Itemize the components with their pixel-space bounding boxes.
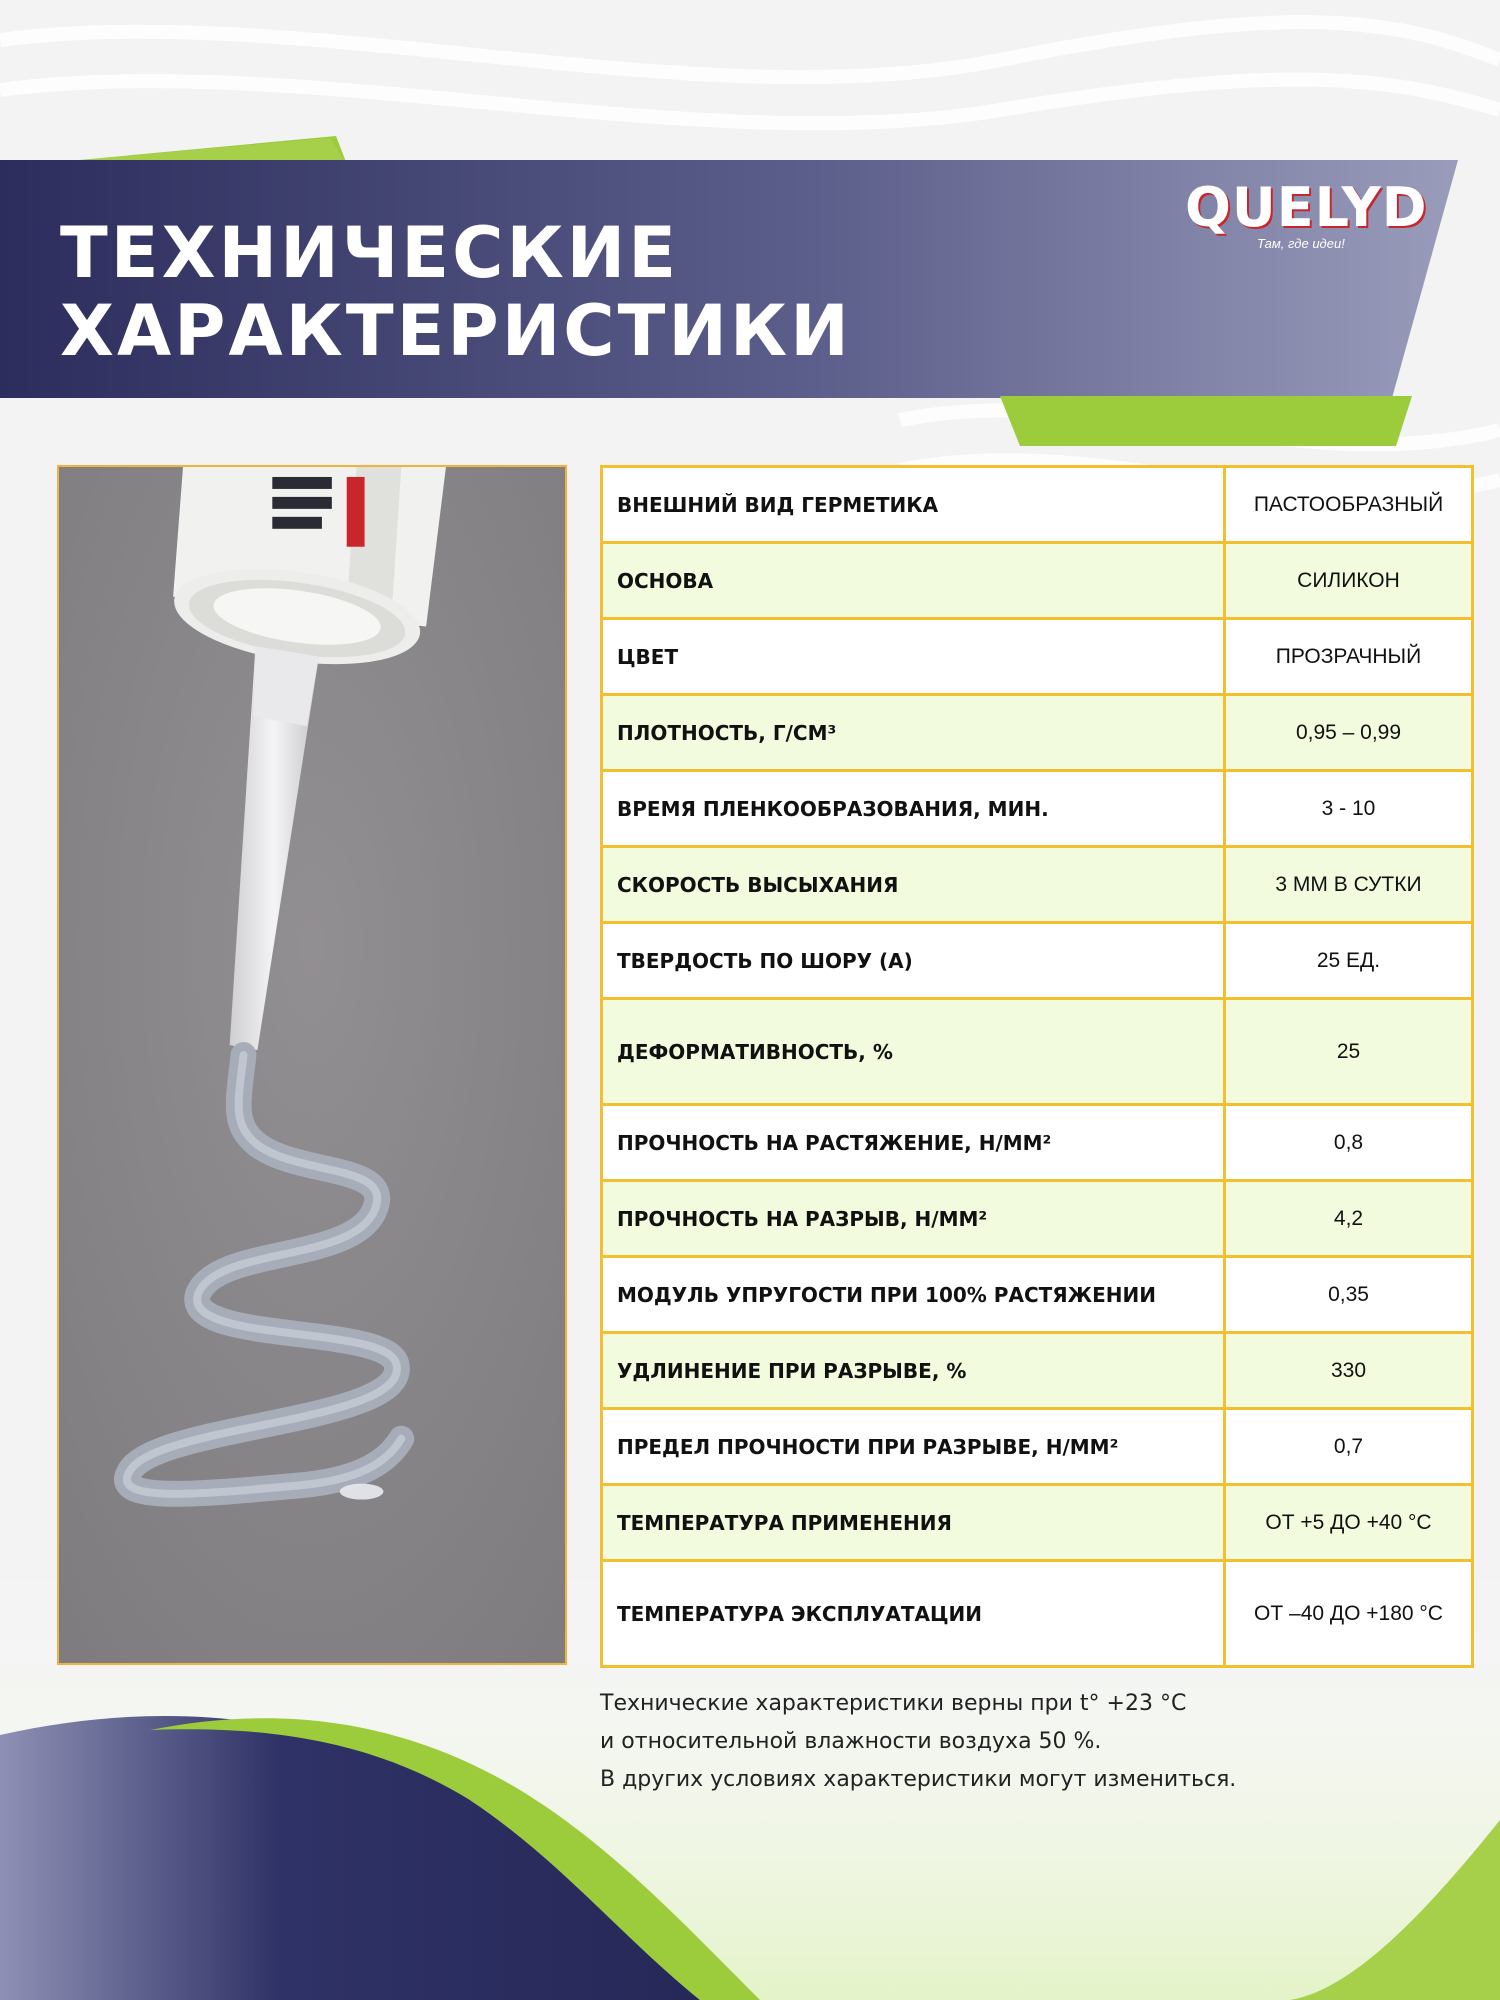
spec-value: 0,8 <box>1225 1105 1473 1181</box>
note-line: и относительной влажности воздуха 50 %. <box>600 1729 1102 1754</box>
page-title-line-1: ТЕХНИЧЕСКИЕ <box>60 212 680 294</box>
spec-value: 3 ММ В СУТКИ <box>1225 847 1473 923</box>
spec-value: ПАСТООБРАЗНЫЙ <box>1225 467 1473 543</box>
conditions-note <box>600 1685 1460 1799</box>
table-row <box>602 999 1473 1105</box>
spec-parameter: ЦВЕТ <box>602 619 1225 695</box>
spec-value: ПРОЗРАЧНЫЙ <box>1225 619 1473 695</box>
spec-parameter: ПРОЧНОСТЬ НА РАЗРЫВ, Н/ММ² <box>602 1181 1225 1257</box>
specifications-table <box>600 465 1474 1668</box>
product-photo <box>57 465 567 1665</box>
table-row <box>602 847 1473 923</box>
spec-value: ОТ –40 ДО +180 °С <box>1225 1561 1473 1667</box>
spec-parameter: ТЕМПЕРАТУРА ЭКСПЛУАТАЦИИ <box>602 1561 1225 1667</box>
spec-parameter: ТВЕРДОСТЬ ПО ШОРУ (А) <box>602 923 1225 999</box>
spec-parameter: ПРЕДЕЛ ПРОЧНОСТИ ПРИ РАЗРЫВЕ, Н/ММ² <box>602 1409 1225 1485</box>
table-row <box>602 1333 1473 1409</box>
note-line: Технические характеристики верны при t° +23 °С <box>600 1691 1187 1716</box>
table-row <box>602 1257 1473 1333</box>
sealant-tube-illustration <box>59 467 565 1663</box>
spec-value: СИЛИКОН <box>1225 543 1473 619</box>
spec-value: 4,2 <box>1225 1181 1473 1257</box>
table-row <box>602 467 1473 543</box>
spec-value: 25 <box>1225 999 1473 1105</box>
table-row <box>602 923 1473 999</box>
table-row <box>602 543 1473 619</box>
table-row <box>602 1181 1473 1257</box>
spec-parameter: ОСНОВА <box>602 543 1225 619</box>
brand-logo-slogan: Там, где идеи! <box>1257 236 1345 251</box>
spec-parameter: ТЕМПЕРАТУРА ПРИМЕНЕНИЯ <box>602 1485 1225 1561</box>
table-row <box>602 1105 1473 1181</box>
table-row <box>602 619 1473 695</box>
table-row <box>602 1409 1473 1485</box>
page-title-line-2: ХАРАКТЕРИСТИКИ <box>60 290 852 372</box>
brand-logo <box>1185 176 1428 266</box>
note-line: В других условиях характеристики могут измениться. <box>600 1767 1237 1792</box>
spec-value: 0,7 <box>1225 1409 1473 1485</box>
table-row <box>602 771 1473 847</box>
spec-parameter: ВНЕШНИЙ ВИД ГЕРМЕТИКА <box>602 467 1225 543</box>
spec-parameter: МОДУЛЬ УПРУГОСТИ ПРИ 100% РАСТЯЖЕНИИ <box>602 1257 1225 1333</box>
spec-parameter: ПРОЧНОСТЬ НА РАСТЯЖЕНИЕ, Н/ММ² <box>602 1105 1225 1181</box>
table-row <box>602 1561 1473 1667</box>
spec-value: 330 <box>1225 1333 1473 1409</box>
spec-value: 0,35 <box>1225 1257 1473 1333</box>
spec-value: 0,95 – 0,99 <box>1225 695 1473 771</box>
spec-value: ОТ +5 ДО +40 °С <box>1225 1485 1473 1561</box>
spec-parameter: СКОРОСТЬ ВЫСЫХАНИЯ <box>602 847 1225 923</box>
spec-parameter: ПЛОТНОСТЬ, Г/СМ³ <box>602 695 1225 771</box>
spec-parameter: УДЛИНЕНИЕ ПРИ РАЗРЫВЕ, % <box>602 1333 1225 1409</box>
spec-parameter: ВРЕМЯ ПЛЕНКООБРАЗОВАНИЯ, МИН. <box>602 771 1225 847</box>
brand-logo-wordmark: QUELYD <box>1185 176 1428 239</box>
spec-value: 25 ЕД. <box>1225 923 1473 999</box>
table-row <box>602 695 1473 771</box>
spec-parameter: ДЕФОРМАТИВНОСТЬ, % <box>602 999 1225 1105</box>
spec-value: 3 - 10 <box>1225 771 1473 847</box>
table-row <box>602 1485 1473 1561</box>
